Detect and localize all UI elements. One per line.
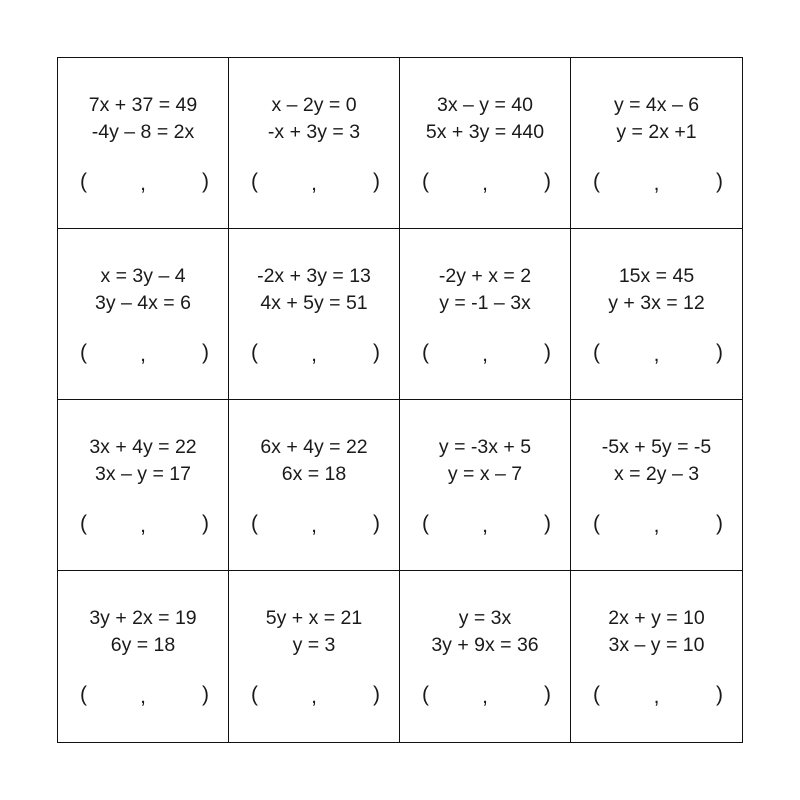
equation-pair [400, 605, 570, 659]
equation-line-1: y = 3x [458, 607, 512, 629]
close-paren: ) [544, 512, 551, 535]
close-paren: ) [544, 341, 551, 364]
equation-pair [58, 434, 228, 488]
equation-pair [571, 605, 742, 659]
open-paren: ( [251, 341, 258, 364]
open-paren: ( [251, 683, 258, 706]
open-paren: ( [422, 512, 429, 535]
equation-cell [229, 58, 400, 229]
equation-line-2: y = 3 [292, 634, 336, 656]
equation-line-2: y = 2x +1 [616, 121, 697, 143]
close-paren: ) [202, 683, 209, 706]
equation-line-2: 6x = 18 [281, 463, 347, 485]
close-paren: ) [716, 683, 723, 706]
open-paren: ( [593, 512, 600, 535]
equation-line-2: 6y = 18 [110, 634, 176, 656]
answer-blank [229, 170, 399, 200]
equation-line-2: 3x – y = 17 [95, 463, 191, 485]
equation-line-1: 5y + x = 21 [265, 607, 363, 629]
open-paren: ( [251, 170, 258, 193]
open-paren: ( [422, 341, 429, 364]
close-paren: ) [373, 341, 380, 364]
equation-cell [571, 400, 742, 571]
equation-cell [229, 229, 400, 400]
comma: , [482, 172, 488, 195]
equation-cell [400, 571, 571, 742]
answer-blank [400, 683, 570, 713]
comma: , [140, 514, 146, 537]
equation-cell [571, 229, 742, 400]
equation-line-2: 3y – 4x = 6 [95, 292, 191, 314]
equation-line-1: 3x + 4y = 22 [89, 436, 197, 458]
comma: , [140, 685, 146, 708]
equation-pair [58, 92, 228, 146]
open-paren: ( [251, 512, 258, 535]
equation-cell [229, 571, 400, 742]
equation-pair [229, 263, 399, 317]
close-paren: ) [544, 683, 551, 706]
equation-line-2: 4x + 5y = 51 [260, 292, 368, 314]
equation-pair [571, 92, 742, 146]
comma: , [311, 172, 317, 195]
equation-line-2: 3y + 9x = 36 [431, 634, 539, 656]
equation-cell [58, 58, 229, 229]
open-paren: ( [80, 341, 87, 364]
equation-line-1: y = 4x – 6 [613, 94, 700, 116]
comma: , [311, 514, 317, 537]
close-paren: ) [202, 170, 209, 193]
equation-line-1: -5x + 5y = -5 [601, 436, 712, 458]
open-paren: ( [593, 170, 600, 193]
open-paren: ( [80, 683, 87, 706]
equation-pair [229, 92, 399, 146]
comma: , [140, 343, 146, 366]
answer-blank [571, 512, 742, 542]
equation-line-1: 3x – y = 40 [437, 94, 533, 116]
equation-cell [400, 229, 571, 400]
answer-blank [571, 170, 742, 200]
equation-pair [571, 263, 742, 317]
equation-pair [58, 605, 228, 659]
close-paren: ) [202, 512, 209, 535]
equation-grid [57, 57, 743, 743]
close-paren: ) [202, 341, 209, 364]
close-paren: ) [544, 170, 551, 193]
comma: , [311, 343, 317, 366]
equation-pair [571, 434, 742, 488]
close-paren: ) [373, 170, 380, 193]
equation-line-1: 7x + 37 = 49 [88, 94, 198, 116]
equation-line-2: -4y – 8 = 2x [91, 121, 195, 143]
equation-cell [58, 571, 229, 742]
open-paren: ( [80, 512, 87, 535]
equation-line-2: -x + 3y = 3 [267, 121, 361, 143]
equation-pair [400, 263, 570, 317]
equation-line-2: y = x – 7 [447, 463, 523, 485]
equation-pair [229, 605, 399, 659]
equation-line-1: 3y + 2x = 19 [89, 607, 197, 629]
equation-pair [58, 263, 228, 317]
comma: , [482, 685, 488, 708]
answer-blank [400, 170, 570, 200]
equation-line-1: 2x + y = 10 [608, 607, 705, 629]
close-paren: ) [716, 170, 723, 193]
answer-blank [400, 341, 570, 371]
answer-blank [571, 341, 742, 371]
equation-cell [571, 571, 742, 742]
answer-blank [58, 512, 228, 542]
equation-pair [400, 434, 570, 488]
equation-cell [229, 400, 400, 571]
equation-line-1: y = -3x + 5 [438, 436, 532, 458]
equation-line-1: 15x = 45 [618, 265, 695, 287]
equation-pair [229, 434, 399, 488]
answer-blank [58, 683, 228, 713]
equation-line-1: -2y + x = 2 [438, 265, 532, 287]
open-paren: ( [422, 683, 429, 706]
equation-cell [58, 400, 229, 571]
equation-line-1: 6x + 4y = 22 [260, 436, 368, 458]
equation-line-2: y + 3x = 12 [608, 292, 705, 314]
answer-blank [58, 170, 228, 200]
answer-blank [229, 683, 399, 713]
equation-line-1: -2x + 3y = 13 [257, 265, 371, 287]
comma: , [653, 685, 660, 708]
equation-line-1: x – 2y = 0 [271, 94, 357, 116]
answer-blank [400, 512, 570, 542]
equation-line-1: x = 3y – 4 [100, 265, 186, 287]
equation-cell [400, 58, 571, 229]
answer-blank [229, 341, 399, 371]
comma: , [653, 172, 660, 195]
close-paren: ) [716, 341, 723, 364]
open-paren: ( [593, 683, 600, 706]
equation-cell [571, 58, 742, 229]
comma: , [482, 514, 488, 537]
equation-line-2: 3x – y = 10 [608, 634, 705, 656]
equation-line-2: x = 2y – 3 [613, 463, 700, 485]
equation-cell [58, 229, 229, 400]
open-paren: ( [593, 341, 600, 364]
open-paren: ( [422, 170, 429, 193]
open-paren: ( [80, 170, 87, 193]
answer-blank [571, 683, 742, 713]
answer-blank [229, 512, 399, 542]
comma: , [140, 172, 146, 195]
comma: , [482, 343, 488, 366]
close-paren: ) [373, 683, 380, 706]
close-paren: ) [373, 512, 380, 535]
comma: , [653, 343, 660, 366]
equation-cell [400, 400, 571, 571]
equation-line-2: y = -1 – 3x [439, 292, 531, 314]
close-paren: ) [716, 512, 723, 535]
answer-blank [58, 341, 228, 371]
equation-pair [400, 92, 570, 146]
equation-line-2: 5x + 3y = 440 [425, 121, 545, 143]
comma: , [653, 514, 660, 537]
comma: , [311, 685, 317, 708]
